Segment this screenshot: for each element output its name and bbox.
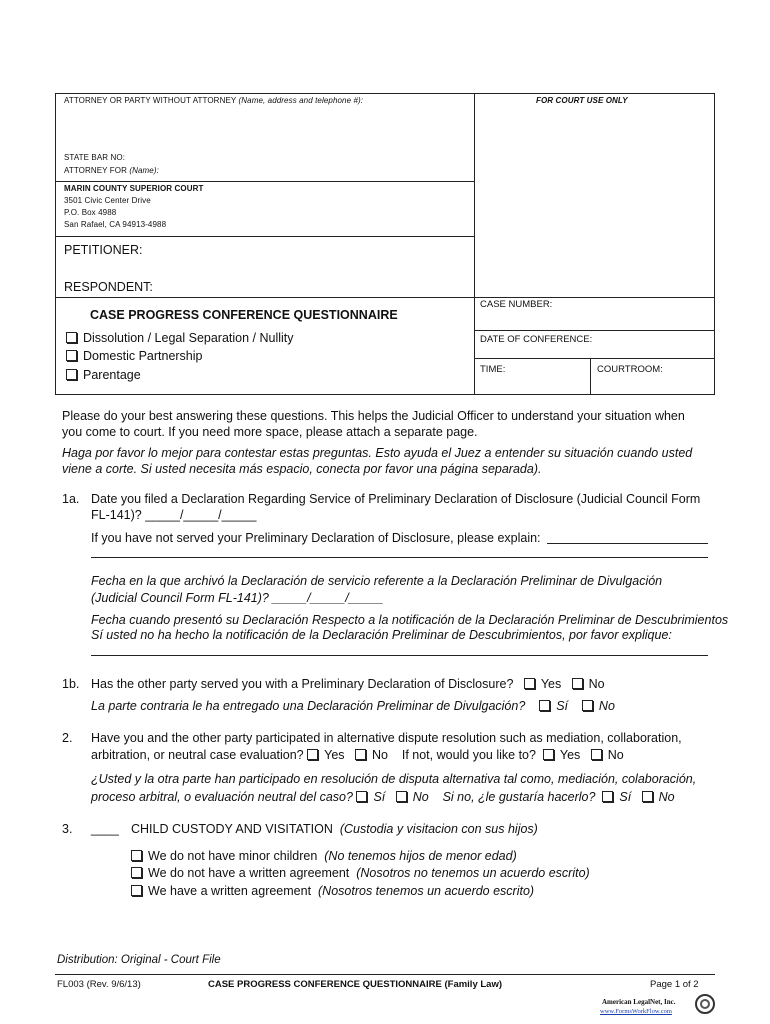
q1a-explain-prompt: If you have not served your Preliminary Declaration of Disclosure, please explain: (91, 531, 541, 545)
q1b-question: Has the other party served you with a Preliminary Declaration of Disclosure? Yes No (91, 677, 605, 691)
q2-line-1: Have you and the other party participated in alternative dispute resolution such as mediation, collaboration, (91, 731, 682, 745)
form-number: FL003 (Rev. 9/6/13) (57, 979, 141, 990)
footer-rule (55, 974, 715, 975)
q3-title: CHILD CUSTODY AND VISITATION (Custodia y visitacion con sus hijos) (131, 822, 538, 836)
attorney-label: ATTORNEY OR PARTY WITHOUT ATTORNEY (Name, address and telephone #): (64, 96, 364, 105)
q2-like-no-es-checkbox[interactable] (642, 791, 653, 802)
court-address-3: San Rafael, CA 94913-4988 (64, 220, 167, 229)
court-use-label: FOR COURT USE ONLY (536, 96, 628, 105)
q1a-line-2: FL-141)? _____/_____/_____ (91, 508, 257, 522)
header-divider (474, 93, 475, 395)
q1b-no-checkbox[interactable] (572, 678, 583, 689)
q3-number: 3. (62, 822, 73, 836)
q2-no-checkbox[interactable] (355, 749, 366, 760)
vendor-logo-icon (695, 994, 715, 1014)
q2-number: 2. (62, 731, 73, 745)
checkbox[interactable] (66, 369, 77, 380)
q1b-si-checkbox[interactable] (539, 700, 550, 711)
case-type-domestic-partnership[interactable]: Domestic Partnership (66, 349, 203, 363)
case-type-parentage[interactable]: Parentage (66, 368, 141, 382)
checkbox[interactable] (66, 350, 77, 361)
checkbox[interactable] (66, 332, 77, 343)
petitioner-label: PETITIONER: (64, 243, 143, 257)
courtroom-label: COURTROOM: (597, 364, 663, 375)
q2-like-yes-checkbox[interactable] (543, 749, 554, 760)
court-name: MARIN COUNTY SUPERIOR COURT (64, 184, 204, 193)
q2-es-1: ¿Usted y la otra parte han participado en resolución de disputa alternativa tal como, mediación, colaboración, (91, 772, 697, 786)
intro-en-2: you come to court. If you need more space, please attach a separate page. (62, 425, 478, 439)
q2-no-es-checkbox[interactable] (396, 791, 407, 802)
q1b-number: 1b. (62, 677, 80, 691)
respondent-label: RESPONDENT: (64, 280, 153, 294)
checkbox[interactable] (131, 867, 142, 878)
q3-option-written-agreement[interactable]: We have a written agreement (Nosotros tenemos un acuerdo escrito) (131, 884, 534, 898)
distribution-note: Distribution: Original - Court File (57, 954, 221, 966)
q1a-number: 1a. (62, 492, 80, 506)
intro-es-1: Haga por favor lo mejor para contestar estas preguntas. Esto ayuda el Juez a entender su situación cuando usted (62, 446, 693, 460)
vendor-url[interactable]: www.FormsWorkFlow.com (600, 1008, 672, 1015)
page-number: Page 1 of 2 (650, 979, 699, 990)
court-address-2: P.O. Box 4988 (64, 208, 117, 217)
footer-title: CASE PROGRESS CONFERENCE QUESTIONNAIRE (Family Law) (208, 979, 503, 990)
date-of-conference-label: DATE OF CONFERENCE: (480, 334, 593, 345)
intro-es-2: viene a corte. Si usted necesita más espacio, conecta por favor una página separada). (62, 462, 542, 476)
q1a-explain-line-2[interactable] (91, 557, 708, 558)
q1a-line-1: Date you filed a Declaration Regarding Service of Preliminary Declaration of Disclosure (Judicial Council Form (91, 492, 701, 506)
checkbox[interactable] (131, 850, 142, 861)
q1b-question-es: La parte contraria le ha entregado una Declaración Preliminar de Divulgación? Sí No (91, 699, 615, 713)
case-type-dissolution[interactable]: Dissolution / Legal Separation / Nullity (66, 331, 294, 345)
form-title: CASE PROGRESS CONFERENCE QUESTIONNAIRE (90, 308, 398, 322)
q1a-es-explain-line[interactable] (91, 655, 708, 656)
state-bar-label: STATE BAR NO: (64, 153, 126, 162)
q2-es-2: proceso arbitral, o evaluación neutral del caso? Sí No Si no, ¿le gustaría hacerlo? Sí No (91, 790, 675, 804)
attorney-for-label: ATTORNEY FOR (Name): (64, 166, 159, 175)
q2-yes-checkbox[interactable] (307, 749, 318, 760)
q1b-no-es-checkbox[interactable] (582, 700, 593, 711)
q3-option-no-written-agreement[interactable]: We do not have a written agreement (Nosotros no tenemos un acuerdo escrito) (131, 866, 590, 880)
q2-like-no-checkbox[interactable] (591, 749, 602, 760)
checkbox[interactable] (131, 885, 142, 896)
court-address-1: 3501 Civic Center Drive (64, 196, 151, 205)
q1a-explain-line-1[interactable] (547, 543, 708, 544)
q2-like-si-checkbox[interactable] (602, 791, 613, 802)
q2-si-checkbox[interactable] (356, 791, 367, 802)
vendor-name: American LegalNet, Inc. (602, 998, 676, 1006)
time-label: TIME: (480, 364, 506, 375)
q1a-es-3: Fecha cuando presentó su Declaración Respecto a la notificación de la Declaración Preliminar de Descubrimientos (91, 613, 729, 627)
q1a-es-2: (Judicial Council Form FL-141)? _____/_____/_____ (91, 591, 384, 605)
q3-blank[interactable]: ____ (91, 822, 119, 836)
q1a-es-1: Fecha en la que archivó la Declaración de servicio referente a la Declaración Preliminar de Divulgación (91, 574, 663, 588)
q1b-yes-checkbox[interactable] (524, 678, 535, 689)
intro-en-1: Please do your best answering these questions. This helps the Judicial Officer to understand your situation when (62, 409, 685, 423)
q1a-es-4: Sí usted no ha hecho la notificación de la Declaración Preliminar de Descubrimientos, por favor explique: (91, 628, 672, 642)
q2-line-2: arbitration, or neutral case evaluation? Yes No If not, would you like to? Yes No (91, 748, 624, 762)
q3-option-no-minor-children[interactable]: We do not have minor children (No tenemos hijos de menor edad) (131, 849, 517, 863)
case-number-label: CASE NUMBER: (480, 299, 553, 310)
